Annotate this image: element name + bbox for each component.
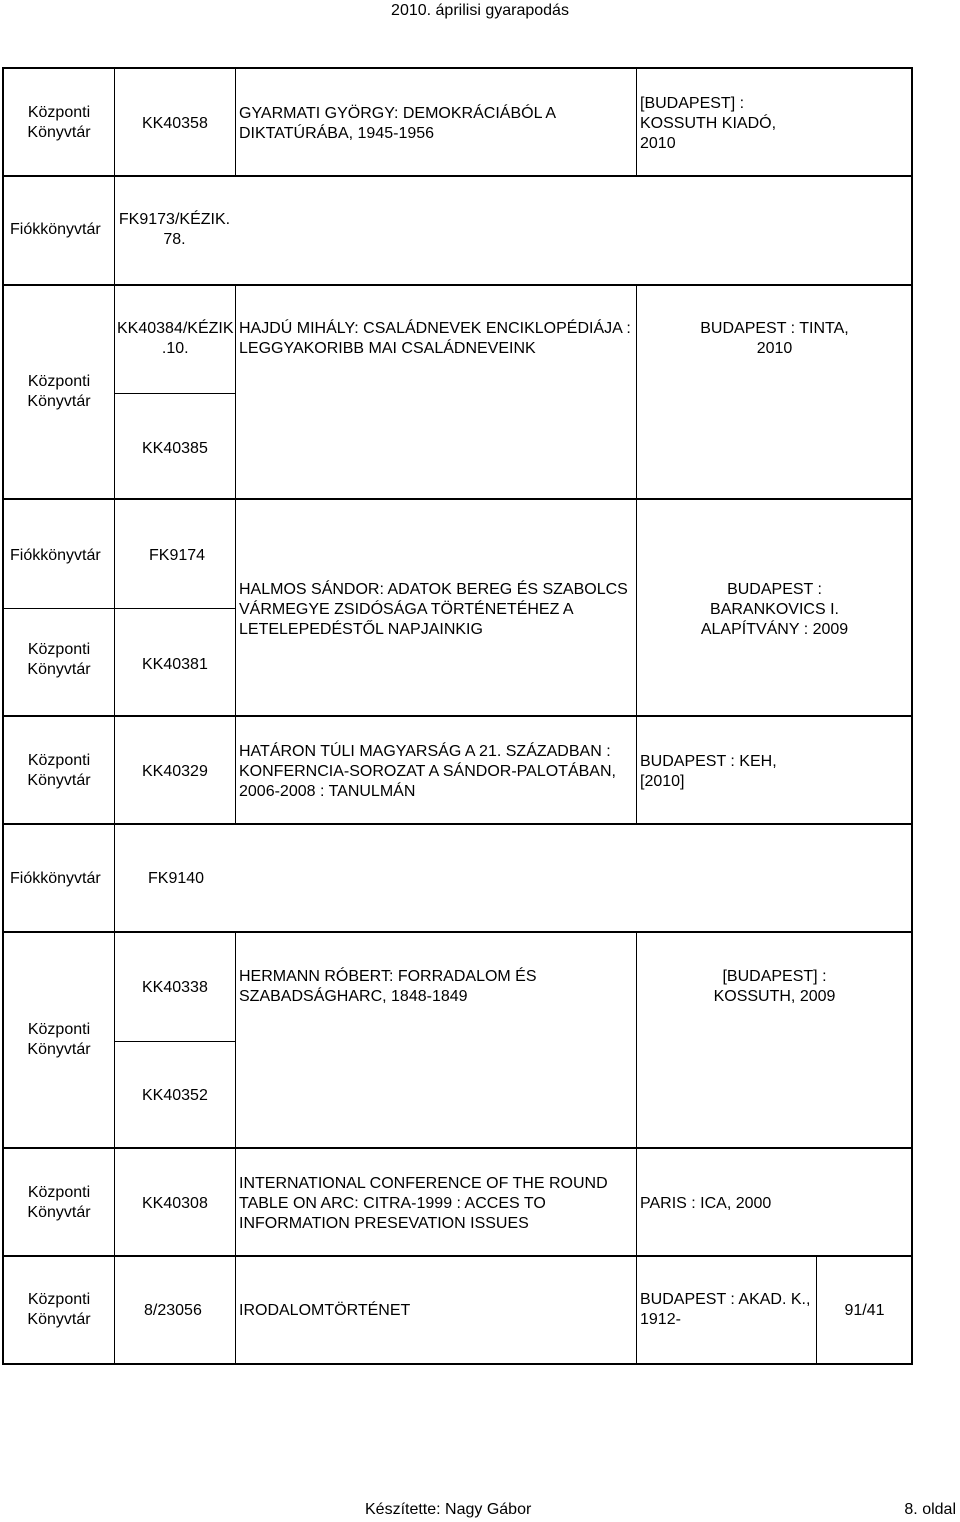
publisher-text: PARIS : ICA, 2000 [640, 1195, 772, 1212]
call-number: KK40385 [142, 440, 208, 457]
record-row [2, 1255, 913, 1365]
title-text: HALMOS SÁNDOR: ADATOK BEREG ÉS SZABOLCS VÁRMEGYE ZSIDÓSÁGA TÖRTÉNETÉHEZ A LETELEPEDÉSTŐL NAPJAINKIG [239, 581, 628, 638]
location-label: Fiókkönyvtár [10, 221, 101, 238]
publisher-text: BUDAPEST : TINTA, 2010 [700, 320, 849, 357]
location-label: Központi Könyvtár [27, 104, 91, 141]
location-label: Központi Könyvtár [27, 752, 91, 789]
call-number: FK9174 [149, 547, 206, 564]
footer-author: Készítette: Nagy Gábor [365, 1501, 532, 1518]
title-text: HERMANN RÓBERT: FORRADALOM ÉS SZABADSÁGHARC, 1848-1849 [239, 968, 537, 1005]
title-text: IRODALOMTÖRTÉNET [239, 1302, 411, 1319]
location-label: Fiókkönyvtár [10, 547, 101, 564]
location-label: Központi Könyvtár [27, 1021, 91, 1058]
location-label: Fiókkönyvtár [10, 870, 101, 887]
record-row [2, 931, 913, 1149]
call-number: 8/23056 [144, 1302, 202, 1319]
record-row [2, 498, 913, 717]
call-number: KK40358 [142, 115, 208, 132]
publisher-text: [BUDAPEST] : KOSSUTH, 2009 [713, 968, 836, 1005]
publisher-text: BUDAPEST : AKAD. K., 1912- [640, 1291, 811, 1328]
publisher-text: BUDAPEST : KEH, [2010] [640, 753, 777, 790]
call-number: FK9173/KÉZIK. 78. [118, 211, 231, 248]
location-label: Központi Könyvtár [27, 1291, 91, 1328]
title-text: GYARMATI GYÖRGY: DEMOKRÁCIÁBÓL A DIKTATÚRÁBA, 1945-1956 [239, 105, 557, 142]
call-number: KK40338 [142, 979, 208, 996]
publisher-text: [BUDAPEST] : KOSSUTH KIADÓ, 2010 [640, 95, 777, 152]
extra-code: 91/41 [844, 1302, 885, 1319]
record-row [2, 715, 913, 825]
location-label: Központi Könyvtár [27, 641, 91, 678]
location-label: Központi Könyvtár [27, 1184, 91, 1221]
call-number: FK9140 [148, 870, 205, 887]
page-number: 8. oldal [904, 1501, 956, 1518]
call-number: KK40329 [142, 763, 208, 780]
record-row [2, 67, 913, 177]
call-number: KK40308 [142, 1195, 208, 1212]
title-text: HATÁRON TÚLI MAGYARSÁG A 21. SZÁZADBAN : KONFERNCIA-SOROZAT A SÁNDOR-PALOTÁBAN, 2006-2008 : TANULMÁN [239, 743, 616, 800]
title-text: HAJDÚ MIHÁLY: CSALÁDNEVEK ENCIKLOPÉDIÁJA : LEGGYAKORIBB MAI CSALÁDNEVEINK [239, 320, 631, 357]
location-label: Központi Könyvtár [27, 373, 91, 410]
page-title: 2010. áprilisi gyarapodás [391, 2, 569, 19]
record-row [2, 284, 913, 500]
record-row [2, 823, 913, 933]
publisher-text: BUDAPEST : BARANKOVICS I. ALAPÍTVÁNY : 2009 [700, 581, 849, 638]
record-row [2, 1147, 913, 1257]
call-number: KK40352 [142, 1087, 208, 1104]
title-text: INTERNATIONAL CONFERENCE OF THE ROUND TABLE ON ARC: CITRA-1999 : ACCES TO INFORMATION PRESEVATION ISSUES [239, 1175, 608, 1232]
call-number: KK40381 [142, 656, 208, 673]
call-number: KK40384/KÉZIK .10. [117, 320, 234, 357]
record-row [2, 175, 913, 286]
